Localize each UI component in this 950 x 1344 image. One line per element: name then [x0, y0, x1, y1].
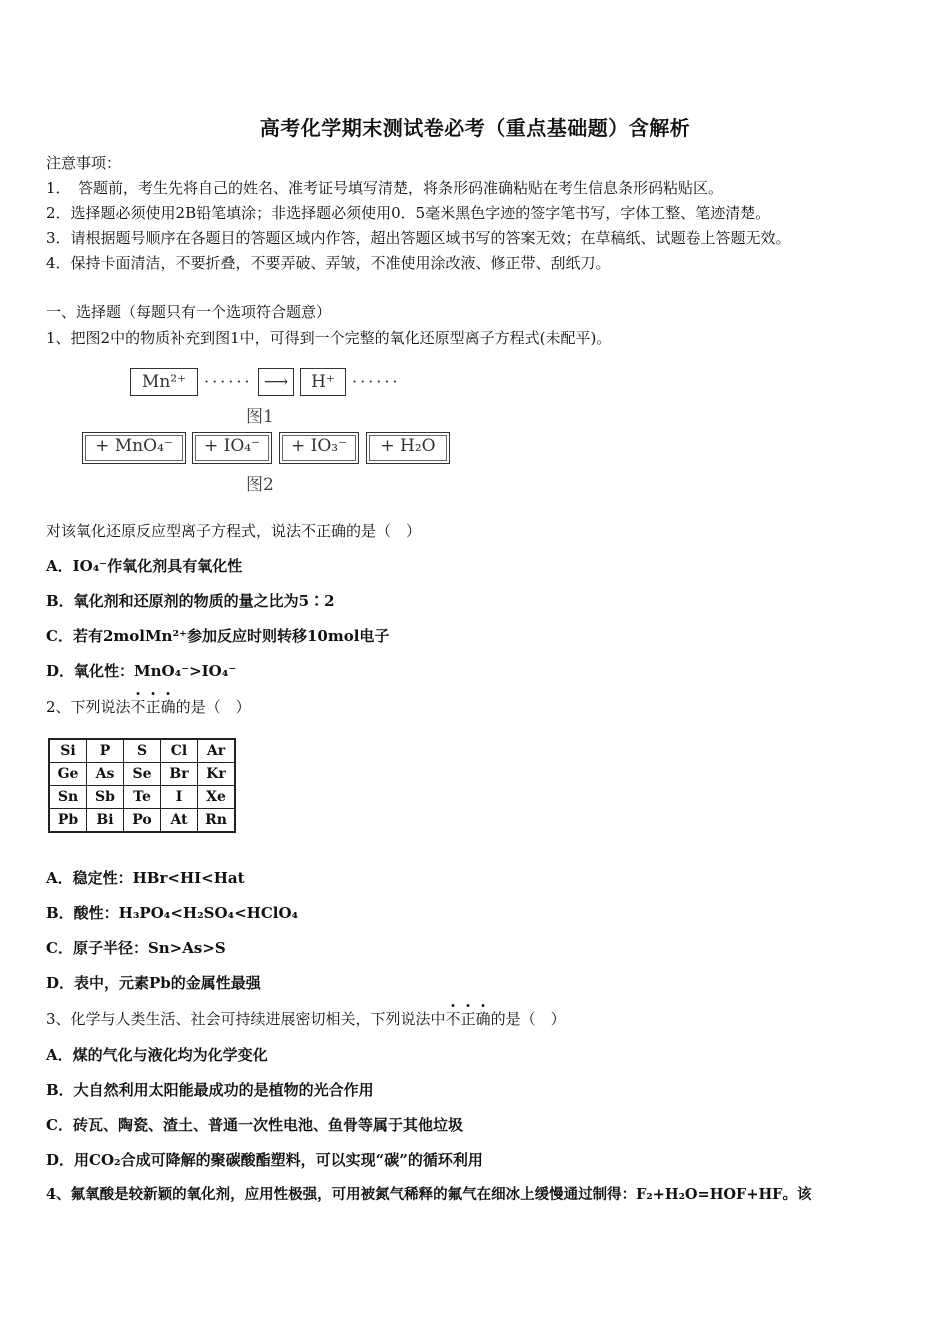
element-cell: P	[87, 739, 124, 763]
question-3-stem	[46, 1009, 566, 1029]
element-cell: At	[161, 809, 198, 833]
question-4-stem: 4、氟氧酸是较新颖的氧化剂，应用性极强，可用被氮气稀释的氟气在细冰上缓慢通过制得：F₂+H₂O=HOF+HF。该	[46, 1186, 812, 1203]
fig1-dots-2: ······	[352, 372, 401, 391]
element-cell: Si	[49, 739, 87, 763]
element-cell: Cl	[161, 739, 198, 763]
q2-option-b: B．酸性：H₃PO₄<H₂SO₄<HClO₄	[46, 904, 299, 922]
question-1-prompt: 对该氧化还原反应型离子方程式，说法不正确的是（ ）	[46, 522, 422, 540]
ptable-row	[49, 739, 235, 763]
q2-option-c: C．原子半径：Sn>As>S	[46, 939, 226, 957]
fig2-box-mno4	[82, 432, 186, 464]
element-cell: Pb	[49, 809, 87, 833]
notice-item-3: 3．请根据题号顺序在各题目的答题区域内作答，超出答题区域书写的答案无效；在草稿纸、试题卷上答题无效。	[46, 229, 791, 247]
element-cell: Kr	[198, 763, 236, 786]
notice-item-4: 4．保持卡面清洁，不要折叠，不要弄破、弄皱，不准使用涂改液、修正带、刮纸刀。	[46, 254, 611, 272]
element-cell: Po	[124, 809, 161, 833]
element-cell: Bi	[87, 809, 124, 833]
fig2-box-io4	[192, 432, 272, 464]
fig1-dots-1: ······	[204, 372, 253, 391]
fig2-box-h2o-text: + H₂O	[380, 436, 436, 456]
q3-stem-post: 的是（ ）	[490, 1010, 566, 1028]
fig1-box-mn-text: Mn²⁺	[141, 372, 187, 392]
page-title: 高考化学期末测试卷必考（重点基础题）含解析	[259, 116, 691, 140]
element-cell: Xe	[198, 786, 236, 809]
q1-option-b: B．氧化剂和还原剂的物质的量之比为5∶2	[46, 592, 335, 610]
fig2-box-mno4-text: + MnO₄⁻	[95, 436, 173, 456]
q3-option-c: C．砖瓦、陶瓷、渣土、普通一次性电池、鱼骨等属于其他垃圾	[46, 1116, 463, 1134]
fig2-box-io4-text: + IO₄⁻	[203, 436, 261, 456]
fig2-box-io3-text: + IO₃⁻	[290, 436, 348, 456]
fig1-box-h	[300, 368, 346, 396]
q3-option-d: D．用CO₂合成可降解的聚碳酸酯塑料，可以实现“碳”的循环利用	[46, 1151, 483, 1169]
element-cell: Se	[124, 763, 161, 786]
fig2-box-io3	[279, 432, 359, 464]
ptable-row	[49, 786, 235, 809]
arrow-icon: ⟶	[263, 372, 289, 392]
question-2-stem	[46, 697, 251, 717]
notice-item-1: 1． 答题前，考生先将自己的姓名、准考证号填写清楚，将条形码准确粘贴在考生信息条形码粘贴区。	[46, 179, 724, 197]
q3-option-a: A．煤的气化与液化均为化学变化	[46, 1046, 268, 1064]
fig2-box-h2o	[366, 432, 450, 464]
fig1-arrow-box	[258, 368, 294, 396]
element-cell: Te	[124, 786, 161, 809]
question-1-stem: 1、把图2中的物质补充到图1中，可得到一个完整的氧化还原型离子方程式(未配平)。	[46, 329, 612, 347]
q1-option-a: A．IO₄⁻作氧化剂具有氧化性	[46, 557, 243, 575]
periodic-table-fragment	[48, 738, 236, 833]
notice-heading: 注意事项：	[46, 154, 122, 172]
fig2-label: 图2	[246, 475, 274, 495]
element-cell: As	[87, 763, 124, 786]
q2-option-a: A．稳定性：HBr<HI<Hat	[46, 869, 245, 887]
q2-stem-post: 的是（ ）	[175, 698, 251, 716]
fig1-box-h-text: H⁺	[311, 372, 335, 392]
element-cell: Sn	[49, 786, 87, 809]
q2-stem-pre: 2、下列说法	[46, 698, 131, 716]
q1-option-d: D．氧化性：MnO₄⁻>IO₄⁻	[46, 662, 237, 680]
section-heading: 一、选择题（每题只有一个选项符合题意）	[46, 303, 332, 321]
q3-option-b: B．大自然利用太阳能最成功的是植物的光合作用	[46, 1081, 374, 1099]
element-cell: Ar	[198, 739, 236, 763]
fig1-label: 图1	[246, 407, 274, 427]
element-cell: Ge	[49, 763, 87, 786]
element-cell: Rn	[198, 809, 236, 833]
notice-item-2: 2．选择题必须使用2B铅笔填涂；非选择题必须使用0．5毫米黑色字迹的签字笔书写，字体工整、笔迹清楚。	[46, 204, 771, 222]
q2-option-d: D．表中，元素Pb的金属性最强	[46, 974, 261, 992]
element-cell: Sb	[87, 786, 124, 809]
element-cell: S	[124, 739, 161, 763]
element-cell: I	[161, 786, 198, 809]
q1-option-c: C．若有2molMn²⁺参加反应时则转移10mol电子	[46, 627, 390, 645]
ptable-row	[49, 809, 235, 833]
q3-stem-pre: 3、化学与人类生活、社会可持续进展密切相关，下列说法中	[46, 1010, 446, 1028]
q2-stem-emph: 不正确	[130, 698, 176, 716]
q3-stem-emph: 不正确	[445, 1010, 491, 1028]
ptable-row	[49, 763, 235, 786]
fig1-box-mn	[130, 368, 198, 396]
element-cell: Br	[161, 763, 198, 786]
